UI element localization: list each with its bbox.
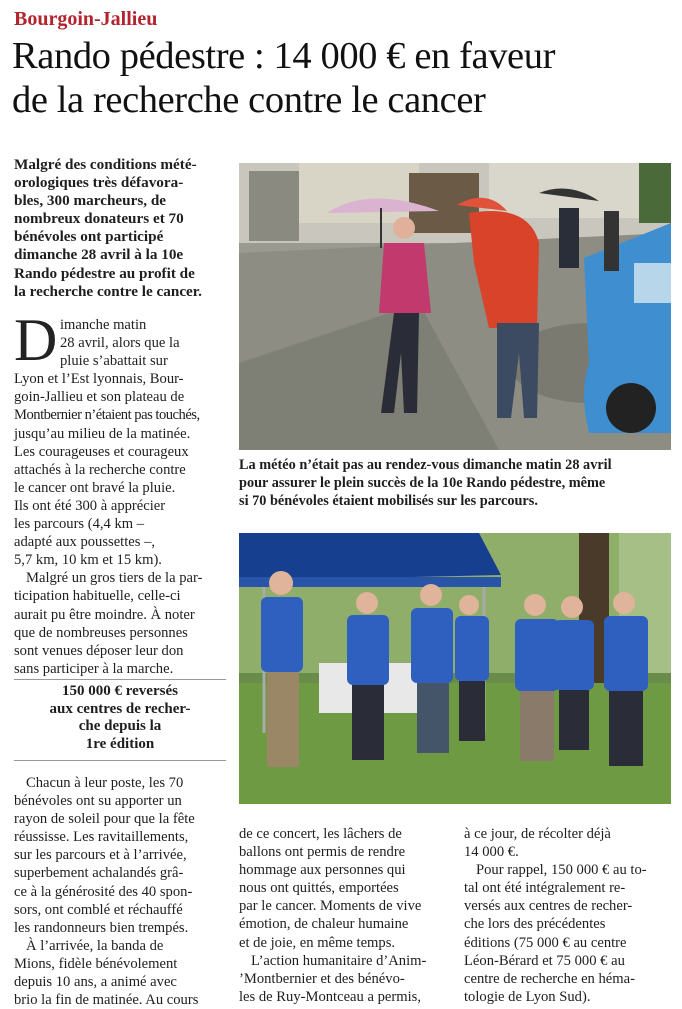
body-line: émotion, de chaleur humaine [239, 916, 409, 933]
body-line: sors, ont comblé et réchauffé [14, 901, 183, 918]
body-line: réussisse. Les ravitaillements, [14, 829, 189, 846]
body-line: Lyon et l’Est lyonnais, Bour- [14, 371, 184, 388]
intertitle-line: 150 000 € reversés [62, 683, 178, 699]
caption-line: La météo n’était pas au rendez-vous dimanche matin 28 avril [239, 457, 612, 473]
headline-line: de la recherche contre le cancer [12, 79, 486, 121]
intertitle-line: aux centres de recher- [49, 700, 191, 717]
body-line: les parcours (4,4 km – [14, 516, 145, 533]
body-line: Malgré un gros tiers de la par- [26, 570, 203, 587]
lead-line: orologiques très défavora- [14, 174, 184, 192]
body-line: et de joie, en même temps. [239, 934, 396, 951]
intertitle [14, 683, 226, 753]
body-line: nous ont quittés, emportées [239, 880, 399, 897]
body-column-1 [14, 307, 226, 678]
body-line: attachés à la recherche contre [14, 461, 186, 478]
intertitle-rule-top [14, 679, 226, 680]
body-line: adapté aux poussettes –, [14, 534, 156, 551]
body-line: Chacun à leur poste, les 70 [26, 775, 184, 791]
photo-walkers-rain-illustration [239, 163, 671, 450]
photo-caption [239, 457, 679, 510]
body-column-3 [464, 825, 674, 1006]
body-line: 5,7 km, 10 km et 15 km). [14, 552, 162, 569]
body-line: que de nombreuses personnes [14, 624, 188, 641]
body-line: le cancer ont bravé la pluie. [14, 479, 176, 496]
photo-walkers-rain [239, 163, 671, 450]
body-line: Léon-Bérard et 75 000 € au [464, 952, 625, 969]
intertitle-rule-bottom [14, 760, 226, 761]
drop-cap: D [14, 307, 58, 373]
body-line: par le cancer. Moments de vive [239, 898, 422, 915]
body-line: éditions (75 000 € au centre [464, 934, 627, 951]
photo-volunteers-illustration [239, 533, 671, 804]
photo-volunteers-group [239, 533, 671, 804]
article-headline [12, 34, 677, 122]
intertitle-line: 1re édition [85, 735, 155, 752]
body-line: À l’arrivée, la banda de [26, 937, 164, 954]
article-lead [14, 156, 226, 301]
body-line: bénévoles ont su apporter un [14, 793, 182, 810]
body-line: che lors des précédentes [464, 916, 606, 933]
lead-line: nombreux donateurs et 70 [14, 210, 184, 228]
lead-line: Malgré des conditions mété- [14, 156, 197, 173]
body-line: sont venues déposer leur don [14, 642, 184, 659]
intertitle-line: che depuis la [78, 718, 162, 735]
body-line: versés aux centres de recher- [464, 898, 633, 915]
lead-line: bles, 300 marcheurs, de [14, 192, 167, 210]
body-line: rayon de soleil pour que la fête [14, 811, 195, 828]
body-line: aurait pu être moindre. À noter [14, 606, 195, 623]
body-line: tal ont été intégralement re- [464, 880, 626, 897]
headline-line: Rando pédestre : 14 000 € en faveur [12, 35, 556, 77]
body-line: à ce jour, de récolter déjà [464, 826, 611, 842]
body-line: Les courageuses et courageux [14, 443, 189, 460]
body-line: Pour rappel, 150 000 € au to- [476, 862, 647, 879]
body-line: ticipation habituelle, celle-ci [14, 588, 181, 605]
body-line: brio la fin de matinée. Au cours [14, 992, 199, 1009]
body-line: tologie de Lyon Sud). [464, 988, 591, 1005]
body-line: hommage aux personnes qui [239, 862, 406, 879]
lead-line: la recherche contre le cancer. [14, 282, 202, 300]
body-line: de ce concert, les lâchers de [239, 826, 402, 842]
body-line: superbement achalandés grâ- [14, 865, 184, 882]
body-line: sans participer à la marche. [14, 660, 174, 677]
lead-line: dimanche 28 avril à la 10e [14, 246, 184, 264]
body-line: ballons ont permis de rendre [239, 844, 406, 861]
body-line: centre de recherche en héma- [464, 970, 635, 987]
body-line: Montbernier n’étaient pas touchés, [14, 407, 200, 424]
body-line: sur les parcours et à l’arrivée, [14, 847, 187, 864]
body-line: les randonneurs bien trempés. [14, 919, 189, 936]
body-line: goin-Jallieu et son plateau de [14, 389, 185, 406]
body-line: 28 avril, alors que la [60, 335, 180, 352]
body-line: ce à la générosité des 40 spon- [14, 883, 193, 900]
body-line: Ils ont été 300 à apprécier [14, 497, 166, 514]
section-kicker: Bourgoin-Jallieu [14, 8, 158, 30]
body-line: 14 000 €. [464, 844, 519, 861]
body-column-2 [239, 825, 449, 1006]
body-line: jusqu’au milieu de la matinée. [14, 425, 191, 442]
body-line: L’action humanitaire d’Anim- [251, 952, 427, 969]
lead-line: bénévoles ont participé [14, 228, 164, 246]
caption-line: pour assurer le plein succès de la 10e Rando pédestre, même [239, 474, 606, 491]
body-line: imanche matin [60, 317, 147, 333]
body-column-1-continued [14, 774, 226, 1009]
caption-line: si 70 bénévoles étaient mobilisés sur les parcours. [239, 492, 538, 509]
body-line: ’Montbernier et des bénévo- [239, 970, 405, 987]
body-line: depuis 10 ans, a animé avec [14, 974, 177, 991]
body-line: Mions, fidèle bénévolement [14, 955, 178, 972]
body-line: les de Ruy-Montceau a permis, [239, 988, 421, 1005]
lead-line: Rando pédestre au profit de [14, 264, 195, 282]
body-line: pluie s’abattait sur [60, 353, 168, 370]
